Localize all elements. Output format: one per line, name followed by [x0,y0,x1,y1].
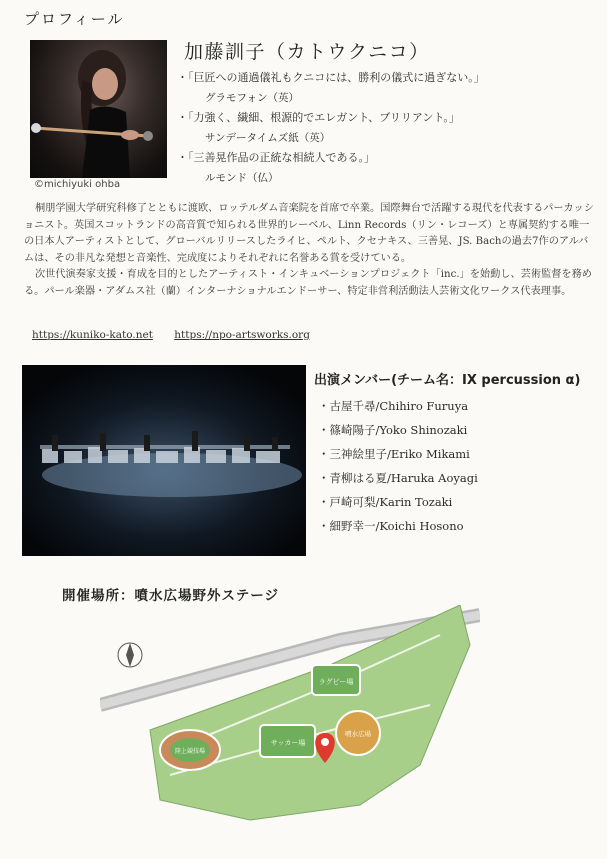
bio-paragraph: 次世代演奏家支援・育成を目的としたアーティスト・インキュベーションプロジェクト「inc.」を始動し、芸術監督を務める。パール楽器・アダムス社（蘭）インターナショナルエンドーサー、特定非営利活動法人芸術文化ワークス代表理事。 [24,269,592,297]
quote-text: ・「力強く、繊細、根源的でエレガント、ブリリアント。」 [177,111,460,124]
website-link[interactable]: https://kuniko-kato.net [32,329,153,341]
member-item: ・三神絵里子/Eriko Mikami [318,447,470,461]
venue-map [100,605,480,855]
photo-credit: ©michiyuki ohba [34,179,121,190]
member-item: ・青柳はる夏/Haruka Aoyagi [318,471,478,485]
quote-source: サンデータイムズ紙（英） [205,132,331,144]
artist-name: 加藤訓子（カトウクニコ） [184,41,430,63]
npo-link[interactable]: https://npo-artsworks.org [174,329,310,341]
links [32,329,328,341]
compass-icon [118,643,142,667]
venue-title: 開催場所：噴水広場野外ステージ [62,588,279,604]
quote-source: グラモフォン（英） [205,92,299,104]
quote-text: ・「巨匠への通過儀礼もクニコには、勝利の儀式に過ぎない。」 [177,71,485,84]
member-item: ・古屋千尋/Chihiro Furuya [318,399,469,413]
member-item: ・篠崎陽子/Yoko Shinozaki [318,423,468,437]
member-item: ・戸崎可梨/Karin Tozaki [318,495,453,509]
map-label-plaza: 噴水広場 [345,730,371,738]
performance-photo [22,365,306,556]
section-title: プロフィール [24,10,125,28]
members-list [318,394,478,538]
quote-source: ルモンド（仏） [205,172,279,184]
quote-text: ・「三善晃作品の正統な相続人である。」 [177,151,375,164]
artist-photo [30,40,167,178]
press-quotes [177,68,485,188]
map-label-stadium: 陸上競技場 [174,748,206,755]
member-item: ・細野幸一/Koichi Hosono [318,519,464,533]
members-title: 出演メンバー(チーム名：IX percussion α) [314,373,581,388]
map-label-soccer: サッカー場 [270,739,306,747]
map-label-rugby: ラグビー場 [318,678,354,686]
biography [24,201,594,300]
bio-paragraph: 桐朋学園大学研究科修了とともに渡欧、ロッテルダム音楽院を首席で卒業。国際舞台で活躍する現代を代表するパーカッショニスト。英国スコットランドの高音質で知られる世界的レーベル、Linn Records（リン・レコーズ）と専属契約する唯一の日本人アーティストとして、グローバルリリースしたライヒ、ペルト、クセナキス、三善晃、JS. Bachの過去7作のアルバムは、その非凡な発想と音楽性、完成度によりそれぞれに名誉ある賞を受けている。 [24,203,594,264]
